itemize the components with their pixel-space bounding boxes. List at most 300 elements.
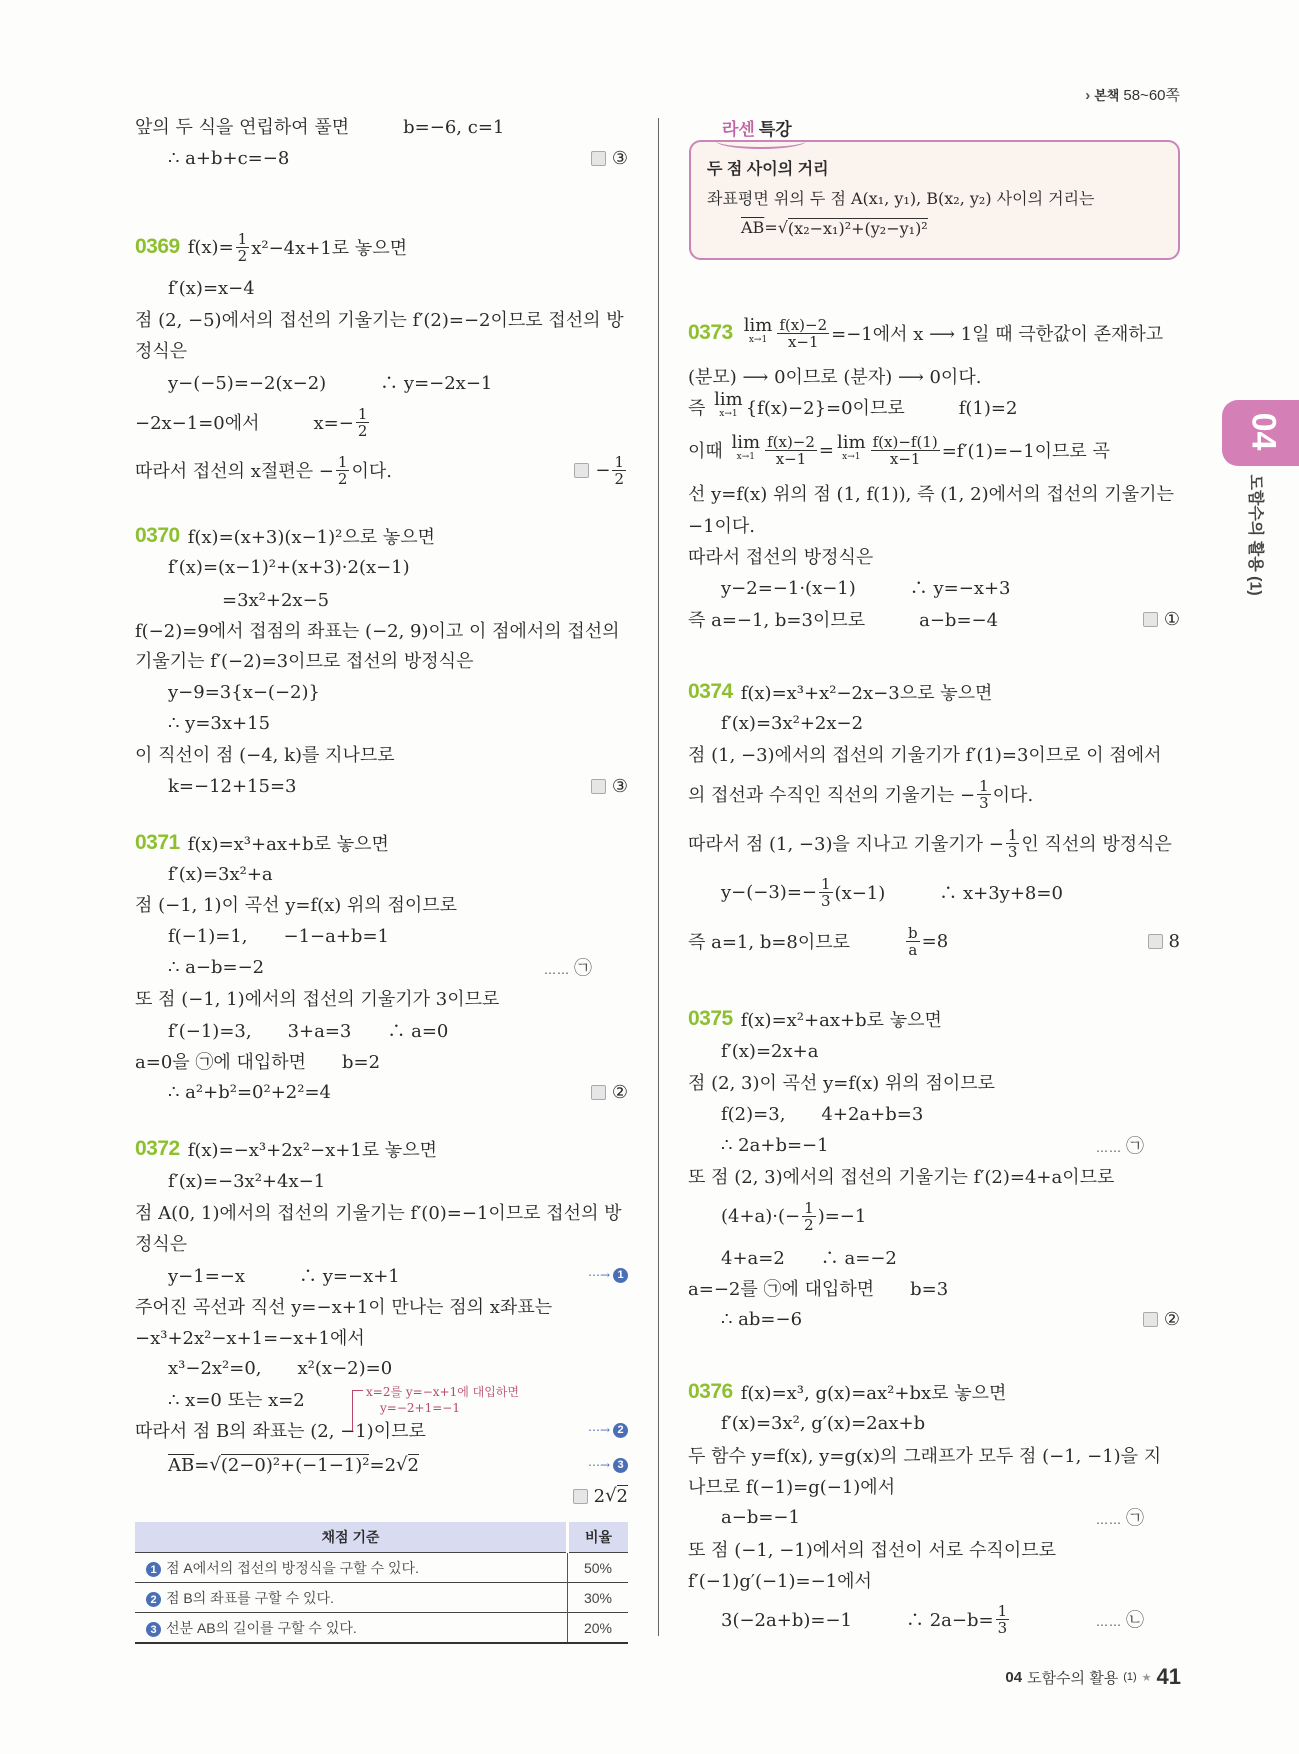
equation-tag (1096, 1504, 1144, 1530)
fraction (777, 317, 829, 350)
tip-label (722, 115, 792, 140)
text: ∴ 2a+b=−1 (721, 1134, 829, 1156)
answer-icon (591, 151, 606, 166)
text: y−(−5)=−2(x−2) ∴ y=−2x−1 (168, 373, 493, 394)
solution-line (721, 874, 1180, 910)
page-footer (1005, 1664, 1181, 1690)
book-page-reference (1085, 84, 1180, 105)
text: f(x)=(x+3)(x−1)²으로 놓으면 (187, 527, 435, 548)
text: f(−1)=1, −1−a+b=1 (168, 926, 389, 947)
fraction (1006, 827, 1020, 860)
text: 3(−2a+b)=−1 ∴ 2a−b= (721, 1610, 994, 1631)
solution-line (688, 825, 1180, 861)
text: f′(x)=3x², g′(x)=2ax+b (721, 1412, 926, 1434)
denominator: 3 (979, 793, 989, 812)
solution-line (721, 1130, 1180, 1160)
step-number: 3 (613, 1458, 628, 1473)
text: k=−12+15=3 (168, 775, 297, 797)
numerator: 1 (1007, 825, 1018, 844)
text: = (818, 439, 835, 461)
footer-title: 도함수의 활용 (1027, 1669, 1119, 1687)
step-number: 1 (613, 1268, 628, 1283)
text: f′(x)=x−4 (168, 277, 255, 299)
text: 점 (−1, 1)이 곡선 y=f(x) 위의 점이므로 (135, 895, 458, 916)
answer-icon (1148, 934, 1163, 949)
solution-line (688, 923, 1180, 959)
text: 즉 (688, 398, 712, 419)
text: ∴ a²+b²=0²+2²=4 (168, 1081, 331, 1103)
tag-label: ㉠ (1126, 1508, 1144, 1529)
square-root (605, 1485, 628, 1507)
tip-box (689, 140, 1180, 260)
denominator: 3 (821, 891, 831, 910)
text: 정식은 (135, 1234, 188, 1255)
problem-0370 (135, 521, 628, 551)
answer-icon (573, 1489, 588, 1504)
text: 의 접선과 수직인 직선의 기울기는 − (688, 785, 976, 806)
solution-line (168, 273, 628, 303)
solution-line (168, 584, 628, 614)
page-number: 41 (1156, 1664, 1181, 1689)
answer-icon (1143, 1312, 1158, 1327)
problem-0374 (688, 677, 1180, 707)
text: = (194, 1454, 210, 1476)
table-header-criteria: 채점 기준 (135, 1522, 568, 1553)
text: ∴ x=0 또는 x=2 (168, 1390, 305, 1411)
tip-formula (741, 218, 928, 238)
answer-icon (1143, 612, 1158, 627)
substitution-note (352, 1384, 519, 1416)
numerator: f(x)−2 (779, 315, 828, 334)
denominator: 2 (804, 1215, 814, 1234)
solution-line (135, 889, 628, 919)
text: =3x²+2x−5 (168, 590, 330, 611)
footer-chapter: 04 (1005, 1668, 1023, 1686)
chevron-right-icon: › (1085, 87, 1091, 104)
segment-ab: $\overline{AB}$ (741, 218, 765, 237)
text: =−1에서 x ⟶ 1일 때 극한값이 존재하고 (831, 324, 1164, 345)
solution-line (135, 1046, 628, 1076)
answer (591, 776, 628, 797)
solution-line (721, 1198, 1180, 1234)
limit (837, 432, 866, 464)
text: ② (1163, 1308, 1180, 1330)
book-label: 본책 (1094, 88, 1120, 103)
radicand: √ 2 (616, 1486, 628, 1507)
answer (573, 1485, 628, 1507)
problem-number: 0370 (135, 524, 180, 547)
sqrt (778, 218, 928, 238)
note-bracket (352, 1390, 363, 1431)
denominator: 2 (357, 421, 368, 440)
solution-line (168, 1260, 628, 1290)
solution-line (688, 361, 1180, 391)
solution-line (135, 111, 628, 141)
text: 정식은 (135, 341, 188, 362)
text: f′(x)=2x+a (721, 1040, 819, 1062)
solution-line (135, 304, 628, 334)
denominator: 2 (237, 246, 248, 265)
tip-title: 두 점 사이의 거리 (707, 161, 829, 178)
dots-icon: …… (1096, 1615, 1122, 1629)
solution-line (688, 541, 1180, 571)
numerator: 1 (804, 1198, 814, 1217)
text: ② (611, 1081, 628, 1103)
solution-line (135, 983, 628, 1013)
problem-0376 (688, 1377, 1180, 1407)
solution-line (688, 1534, 1180, 1564)
solution-line (168, 1352, 628, 1382)
step-number: 2 (613, 1423, 628, 1438)
limit-subscript: x→1 (842, 452, 861, 462)
text: 이때 (688, 441, 729, 462)
text: 주어진 곡선과 직선 y=−x+1이 만나는 점의 x좌표는 (135, 1297, 553, 1318)
answer (574, 454, 628, 487)
limit-label: lim (837, 432, 866, 453)
ratio-cell: 30% (568, 1583, 629, 1613)
text: 또 점 (−1, 1)에서의 접선의 기울기가 3이므로 (135, 989, 500, 1010)
solution-line (721, 1242, 1180, 1272)
criteria-cell (135, 1553, 568, 1583)
text: {f(x)−2}=0이므로 f(1)=2 (745, 398, 1018, 419)
table-row (135, 1613, 628, 1644)
text: f(x)=x³+ax+b로 놓으면 (187, 834, 389, 855)
solution-line (721, 572, 1180, 602)
problem-number: 0375 (688, 1007, 733, 1030)
answer (591, 1082, 628, 1103)
solution-line (168, 552, 628, 582)
text: − (595, 459, 611, 481)
solution-line (135, 404, 628, 440)
grading-step-marker (588, 1423, 628, 1438)
radicand: √ 2 (407, 1455, 419, 1476)
text: y−1=−x ∴ y=−x+1 (168, 1266, 400, 1287)
text: =2 (369, 1454, 397, 1476)
numerator: 1 (357, 404, 368, 423)
text: 즉 a=1, b=8이므로 (688, 932, 905, 953)
text: 나므로 f(−1)=g(−1)에서 (688, 1477, 896, 1498)
text: 4+a=2 ∴ a=−2 (721, 1248, 897, 1269)
table-header-ratio: 비율 (568, 1522, 629, 1553)
answer (591, 148, 628, 169)
denominator: 2 (614, 469, 624, 488)
text: 또 점 (2, 3)에서의 접선의 기울기는 f′(2)=4+a이므로 (688, 1167, 1115, 1188)
text: f(−2)=9에서 접점의 좌표는 (−2, 9)이고 이 점에서의 접선의 (135, 621, 620, 642)
solution-line (168, 708, 628, 738)
problem-0372 (135, 1134, 628, 1164)
text: 따라서 점 (1, −3)을 지나고 기울기가 − (688, 834, 1004, 855)
problem-number: 0371 (135, 831, 180, 854)
solution-line (688, 1565, 1180, 1595)
numerator: 1 (237, 229, 248, 248)
column-divider (658, 118, 659, 1636)
text: f(2)=3, 4+2a+b=3 (721, 1104, 924, 1125)
answer-icon (574, 463, 589, 478)
numerator: b (908, 923, 918, 942)
denominator: 3 (997, 1618, 1008, 1637)
ratio-cell: 50% (568, 1553, 629, 1583)
text: f′(x)=3x²+2x−2 (721, 712, 864, 734)
solution-line (135, 452, 628, 488)
numerator: 1 (997, 1601, 1008, 1620)
denominator: x−1 (787, 332, 819, 351)
limit-subscript: x→1 (748, 335, 768, 345)
denominator: 3 (1007, 842, 1018, 861)
text: (분모) ⟶ 0이므로 (분자) ⟶ 0이다. (688, 367, 982, 388)
solution-line (168, 859, 628, 889)
square-root (209, 1454, 369, 1476)
solution-line (168, 143, 628, 173)
text: =f′(1)=−1이므로 곡 (941, 441, 1110, 462)
solution-line (168, 1450, 628, 1480)
fraction (906, 925, 920, 958)
equation-tag (1096, 1132, 1144, 1158)
text: f(x)=x³+x²−2x−3으로 놓으면 (740, 683, 993, 704)
answer-icon (591, 779, 606, 794)
numerator: 1 (337, 452, 348, 471)
limit-label: lim (743, 315, 773, 336)
criteria-text: 점 A에서의 접선의 방정식을 구할 수 있다. (166, 1559, 419, 1576)
limit-label: lim (731, 432, 761, 453)
equals: = (764, 218, 778, 237)
solution-line (721, 1098, 1180, 1128)
arrow-right-icon: ⋯→ (587, 1458, 610, 1472)
text: f(x)=−x³+2x²−x+1로 놓으면 (187, 1140, 438, 1161)
answer (1148, 931, 1180, 952)
grading-table (135, 1522, 628, 1644)
solution-line (135, 335, 628, 365)
text: 이 직선이 점 (−4, k)를 지나므로 (135, 745, 395, 766)
solution-line (168, 367, 628, 397)
fraction (236, 231, 250, 264)
denominator: x−1 (889, 449, 921, 468)
solution-line (135, 1481, 628, 1511)
limit (743, 315, 773, 347)
text: a−b=−1 (721, 1506, 800, 1528)
solution-line (688, 510, 1180, 540)
text: y−(−3)=− (721, 881, 817, 903)
solution-line (688, 1440, 1180, 1470)
solution-line (688, 1161, 1180, 1191)
text: −x³+2x²−x+1=−x+1에서 (135, 1328, 365, 1349)
limit-label: lim (714, 389, 743, 410)
text: f(x)= (187, 236, 234, 258)
problem-number: 0369 (135, 235, 180, 258)
fraction (612, 454, 626, 487)
tip-label-brand: 라센 (722, 120, 755, 139)
text: y−9=3{x−(−2)} (168, 681, 320, 703)
solution-line (168, 952, 628, 982)
solution-line (135, 1322, 628, 1352)
table-row (135, 1553, 628, 1583)
equation-tag (1096, 1606, 1144, 1632)
text: y−2=−1·(x−1) ∴ y=−x+3 (721, 578, 1011, 599)
fraction (336, 454, 350, 487)
fraction (996, 1603, 1010, 1636)
solution-line (168, 1166, 628, 1196)
star-icon: ★ (1141, 1671, 1152, 1684)
criteria-cell (135, 1613, 568, 1644)
step-number: 1 (146, 1562, 161, 1577)
chapter-tab[interactable] (1222, 400, 1299, 466)
text: 또 점 (−1, −1)에서의 접선이 서로 수직이므로 (688, 1540, 1056, 1561)
fraction (802, 1200, 816, 1233)
label-arc (716, 133, 806, 149)
solution-line (135, 739, 628, 769)
text: x³−2x²=0, x²(x−2)=0 (168, 1358, 393, 1379)
solution-line (721, 1036, 1180, 1066)
denominator: x−1 (775, 449, 807, 468)
solution-line (721, 708, 1180, 738)
note-line: y=−2+1=−1 (380, 1401, 460, 1415)
text: 앞의 두 식을 연립하여 풀면 b=−6, c=1 (135, 117, 505, 138)
problem-number: 0374 (688, 680, 733, 703)
tag-label: ㉠ (574, 958, 592, 979)
text: 기울기는 f′(−2)=3이므로 접선의 방정식은 (135, 651, 474, 672)
sqrt-value: √ (x₂−x₁)²+(y₂−y₁)² (787, 219, 928, 238)
numerator: f(x)−2 (767, 432, 815, 451)
text: f′(x)=(x−1)²+(x+3)·2(x−1) (168, 556, 410, 578)
text: 따라서 접선의 x절편은 − (135, 461, 334, 482)
problem-number: 0372 (135, 1137, 180, 1160)
dots-icon: …… (544, 963, 570, 977)
solution-line (168, 1015, 628, 1045)
text: f(x)=x³, g(x)=ax²+bx로 놓으면 (740, 1383, 1007, 1404)
answer (1143, 609, 1180, 630)
limit-subscript: x→1 (719, 409, 738, 419)
solution-line (135, 615, 628, 645)
solution-line (688, 389, 1180, 422)
tip-text: 좌표평면 위의 두 점 A(x₁, y₁), B(x₂, y₂) 사이의 거리는 (707, 189, 1095, 208)
fraction (356, 406, 370, 439)
solution-line (688, 432, 1180, 468)
text: ① (1163, 608, 1180, 630)
solution-line (721, 1304, 1180, 1334)
solution-line (721, 1601, 1180, 1637)
tag-label: ㉠ (1126, 1136, 1144, 1157)
problem-0369 (135, 229, 628, 265)
text: (4+a)·(− (721, 1205, 801, 1227)
solution-line (721, 1408, 1180, 1438)
page-range: 58~60쪽 (1123, 87, 1180, 104)
text: 점 (2, 3)이 곡선 y=f(x) 위의 점이므로 (688, 1073, 995, 1094)
solution-line (688, 776, 1180, 812)
text: 인 직선의 방정식은 (1021, 834, 1172, 855)
solution-line (688, 1273, 1180, 1303)
numerator: 1 (979, 776, 989, 795)
criteria-cell (135, 1583, 568, 1613)
text: f′(−1)g′(−1)=−1에서 (688, 1571, 872, 1592)
text: −1이다. (688, 516, 756, 537)
fraction (765, 434, 817, 467)
limit-subscript: x→1 (736, 452, 755, 462)
text: ③ (611, 147, 628, 169)
solution-line (688, 739, 1180, 769)
solution-line (688, 1067, 1180, 1097)
text: f′(x)=−3x²+4x−1 (168, 1170, 326, 1192)
text: ∴ y=3x+15 (168, 712, 271, 734)
denominator: a (908, 940, 918, 959)
text: )=−1 (817, 1205, 867, 1227)
text: 2 (593, 1485, 606, 1507)
problem-number: 0373 (688, 321, 733, 344)
solution-line (168, 920, 628, 950)
solution-line (135, 1228, 628, 1258)
text: 선 y=f(x) 위의 점 (1, f(1)), 즉 (1, 2)에서의 접선의 기울기는 (688, 484, 1174, 505)
solution-line (135, 1197, 628, 1227)
arrow-right-icon: ⋯→ (587, 1268, 610, 1282)
footer-part: (1) (1123, 1671, 1137, 1683)
text: 이다. (351, 461, 392, 482)
square-root (396, 1454, 419, 1476)
problem-number: 0376 (688, 1380, 733, 1403)
limit (714, 389, 743, 421)
chapter-tab-title: 도함수의 활용 (1) (1246, 474, 1264, 596)
step-number: 3 (146, 1622, 161, 1637)
text: a=0을 ㉠에 대입하면 b=2 (135, 1052, 381, 1073)
solution-line (168, 677, 628, 707)
text: f(x)=x²+ax+b로 놓으면 (740, 1010, 942, 1031)
dots-icon: …… (1096, 1513, 1122, 1527)
text: 따라서 접선의 방정식은 (688, 547, 874, 568)
solution-line (688, 478, 1180, 508)
dots-icon: …… (1096, 1141, 1122, 1155)
solution-line (168, 771, 628, 801)
criteria-text: 선분 AB의 길이를 구할 수 있다. (166, 1619, 357, 1636)
segment: $\overline{AB}$ (168, 1454, 195, 1476)
text: 따라서 점 B의 좌표는 (2, −1)이므로 (135, 1421, 426, 1442)
solution-line (688, 604, 1180, 634)
text: 점 A(0, 1)에서의 접선의 기울기는 f′(0)=−1이므로 접선의 방 (135, 1203, 622, 1224)
grading-step-marker (588, 1268, 628, 1283)
ratio-cell: 20% (568, 1613, 629, 1644)
solution-line (168, 1077, 628, 1107)
answer (1143, 1309, 1180, 1330)
equation-tag (544, 954, 592, 980)
chapter-tab-number: 04 (1244, 412, 1283, 451)
tip-label-lecture: 특강 (758, 120, 792, 139)
text: ∴ a+b+c=−8 (168, 147, 290, 169)
answer-icon (591, 1085, 606, 1100)
tag-label: ㉡ (1126, 1610, 1144, 1631)
numerator: 1 (614, 452, 624, 471)
text: x²−4x+1로 놓으면 (251, 238, 408, 259)
criteria-text: 점 B의 좌표를 구할 수 있다. (166, 1589, 334, 1606)
text: ∴ a−b=−2 (168, 956, 265, 978)
note-line: x=2를 y=−x+1에 대입하면 (366, 1385, 519, 1399)
step-number: 2 (146, 1592, 161, 1607)
solution-line (721, 1502, 1180, 1532)
solution-line (135, 645, 628, 675)
text: ③ (611, 775, 628, 797)
text: ∴ ab=−6 (721, 1308, 803, 1330)
denominator: 2 (337, 469, 348, 488)
table-row (135, 1583, 628, 1613)
text: 점 (1, −3)에서의 접선의 기울기가 f′(1)=3이므로 이 점에서 (688, 745, 1162, 766)
numerator: 1 (821, 874, 831, 893)
fraction (977, 778, 991, 811)
text: f′(−1)=3, 3+a=3 ∴ a=0 (168, 1021, 449, 1042)
text: a=−2를 ㉠에 대입하면 b=3 (688, 1279, 949, 1300)
text: −2x−1=0에서 x=− (135, 413, 354, 434)
text: =8 (921, 930, 949, 952)
radicand: √ (2−0)²+(−1−1)² (220, 1455, 370, 1476)
text: 점 (2, −5)에서의 접선의 기울기는 f′(2)=−2이므로 접선의 방 (135, 310, 624, 331)
problem-0375 (688, 1004, 1180, 1034)
problem-0373 (688, 315, 1180, 351)
text: 두 함수 y=f(x), y=g(x)의 그래프가 모두 점 (−1, −1)을 지 (688, 1446, 1162, 1467)
text: 8 (1168, 930, 1180, 952)
